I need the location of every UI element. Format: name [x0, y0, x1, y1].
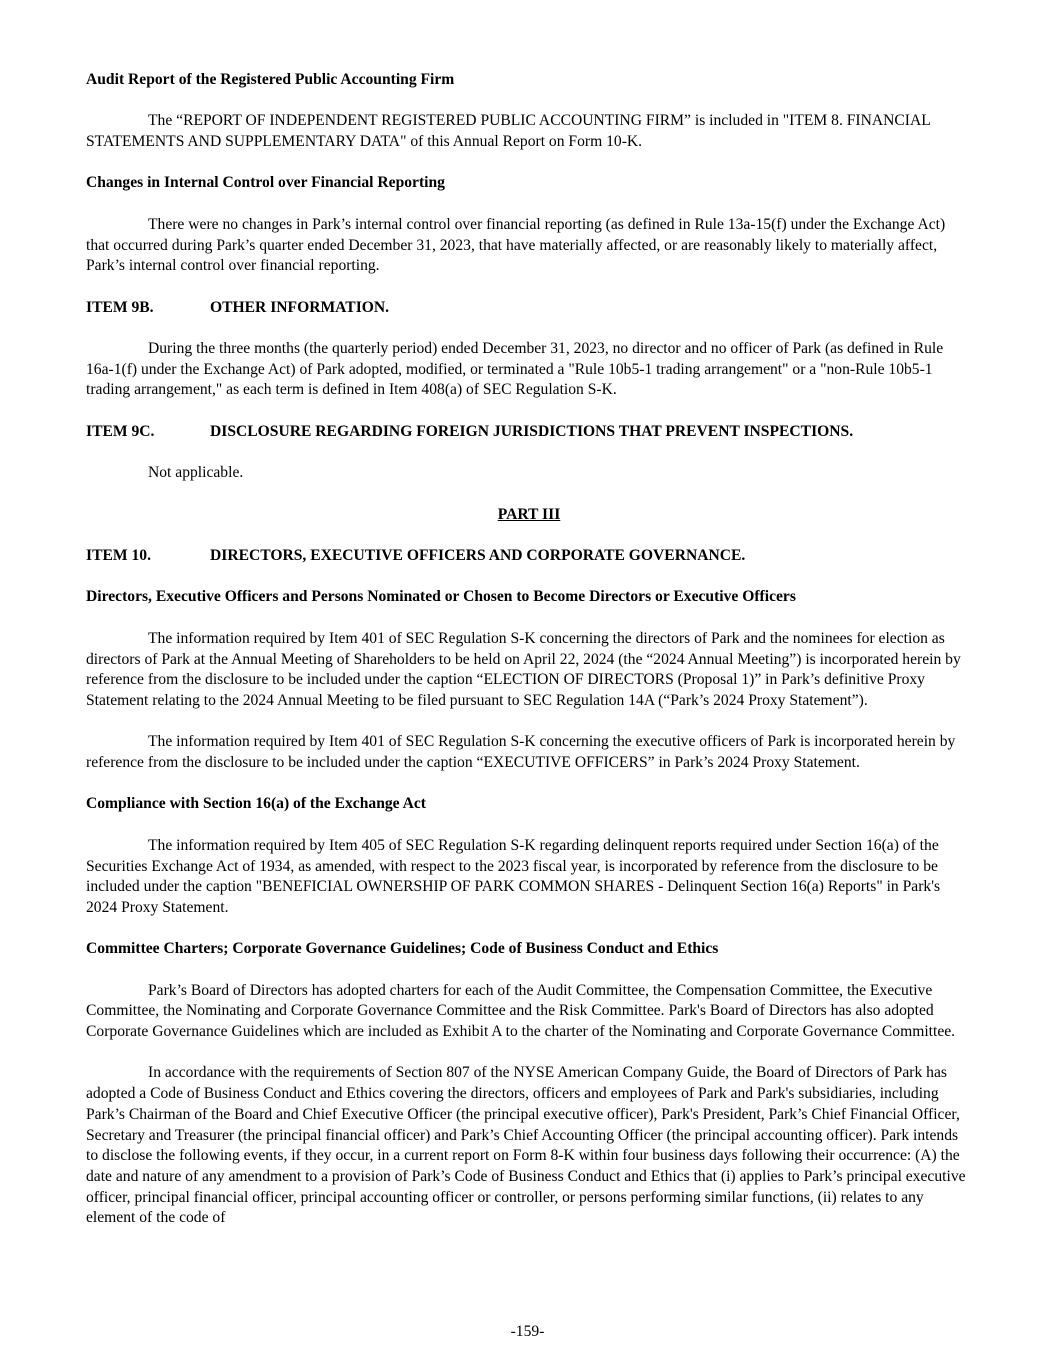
changes-heading: Changes in Internal Control over Financial Reporting [86, 174, 445, 192]
charters-paragraph-1: Park’s Board of Directors has adopted charters for each of the Audit Committee, the Compensation Committee, the Executive Committee, the Nominating and Corporate Governance Committee and the Risk Committee. Park's Board of Directors has also adopted Corporate Governance Guidelines which are included as Exhibit A to the charter of the Nominating and Corporate Governance Committee. [86, 981, 956, 1041]
page-number: -159- [510, 1323, 545, 1340]
item-9b-paragraph: During the three months (the quarterly period) ended December 31, 2023, no director and no officer of Park (as defined in Rule 16a-1(f) under the Exchange Act) of Park adopted, modified, or terminated a "Rule 10b5-1 trading arrangement" or a "non-Rule 10b5-1 trading arrangement," as each term is defined in Item 408(a) of SEC Regulation S-K. [86, 340, 944, 399]
directors-paragraph-1: The information required by Item 401 of SEC Regulation S-K concerning the directors of Park and the nominees for election as directors of Park at the Annual Meeting of Shareholders to be held on April 22, 2024 (the “2024 Annual Meeting”) is incorporated herein by reference from the disclosure to be included under the caption “ELECTION OF DIRECTORS (Proposal 1)” in Park’s definitive Proxy Statement relating to the 2024 Annual Meeting to be filed pursuant to SEC Regulation 14A (“Park’s 2024 Proxy Statement”). [86, 629, 961, 709]
compliance-paragraph: The information required by Item 405 of SEC Regulation S-K regarding delinquent reports required under Section 16(a) of the Securities Exchange Act of 1934, as amended, with respect to the 2023 fiscal year, is incorporated by reference from the disclosure to be included under the caption "BENEFICIAL OWNERSHIP OF PARK COMMON SHARES - Delinquent Section 16(a) Reports" in Park's 2024 Proxy Statement. [86, 836, 941, 916]
item-9c-title: DISCLOSURE REGARDING FOREIGN JURISDICTIONS THAT PREVENT INSPECTIONS. [210, 422, 854, 440]
audit-heading: Audit Report of the Registered Public Accounting Firm [86, 71, 455, 88]
charters-heading: Committee Charters; Corporate Governance Guidelines; Code of Business Conduct and Ethics [86, 940, 719, 958]
item-9c-paragraph: Not applicable. [148, 464, 244, 482]
directors-heading: Directors, Executive Officers and Persons Nominated or Chosen to Become Directors or Executive Officers [86, 588, 796, 606]
directors-paragraph-2: The information required by Item 401 of SEC Regulation S-K concerning the executive officers of Park is incorporated herein by reference from the disclosure to be included under the caption “EXECUTIVE OFFICERS” in Park’s 2024 Proxy Statement. [86, 733, 956, 772]
document-page [86, 70, 972, 1250]
item-9c-number: ITEM 9C. [86, 422, 155, 440]
changes-paragraph: There were no changes in Park’s internal control over financial reporting (as defined in Rule 13a-15(f) under the Exchange Act) that occurred during Park’s quarter ended December 31, 2023, that have materially affected, or are reasonably likely to materially affect, Park’s internal control over financial reporting. [86, 215, 946, 275]
charters-paragraph-2: In accordance with the requirements of Section 807 of the NYSE American Company Guide, the Board of Directors of Park has adopted a Code of Business Conduct and Ethics covering the directors, officers and employees of Park and Park's subsidiaries, including Park’s Chairman of the Board and Chief Executive Officer (the principal executive officer), Park's President, Park’s Chief Financial Officer, Secretary and Treasurer (the principal financial officer) and Park’s Chief Accounting Officer (the principal accounting officer). Park intends to disclose the following events, if they occur, in a current report on Form 8-K within four business days following their occurrence: (A) the date and nature of any amendment to a provision of Park’s Code of Business Conduct and Ethics that (i) applies to Park’s principal executive officer, principal financial officer, principal accounting officer or controller, or persons performing similar functions, (ii) relates to any element of the code of [86, 1064, 966, 1227]
item-9b-title: OTHER INFORMATION. [210, 298, 390, 316]
item-10-number: ITEM 10. [86, 547, 151, 565]
audit-paragraph: The “REPORT OF INDEPENDENT REGISTERED PUBLIC ACCOUNTING FIRM” is included in "ITEM 8. FINANCIAL STATEMENTS AND SUPPLEMENTARY DATA" of this Annual Report on Form 10-K. [86, 112, 931, 151]
item-9c-heading [86, 422, 972, 443]
part-iii-title: PART III [497, 505, 561, 523]
item-9b-number: ITEM 9B. [86, 298, 154, 316]
item-10-title: DIRECTORS, EXECUTIVE OFFICERS AND CORPORATE GOVERNANCE. [210, 547, 746, 565]
item-9b-heading [86, 298, 972, 319]
compliance-heading: Compliance with Section 16(a) of the Exchange Act [86, 795, 427, 813]
item-10-heading [86, 546, 972, 567]
